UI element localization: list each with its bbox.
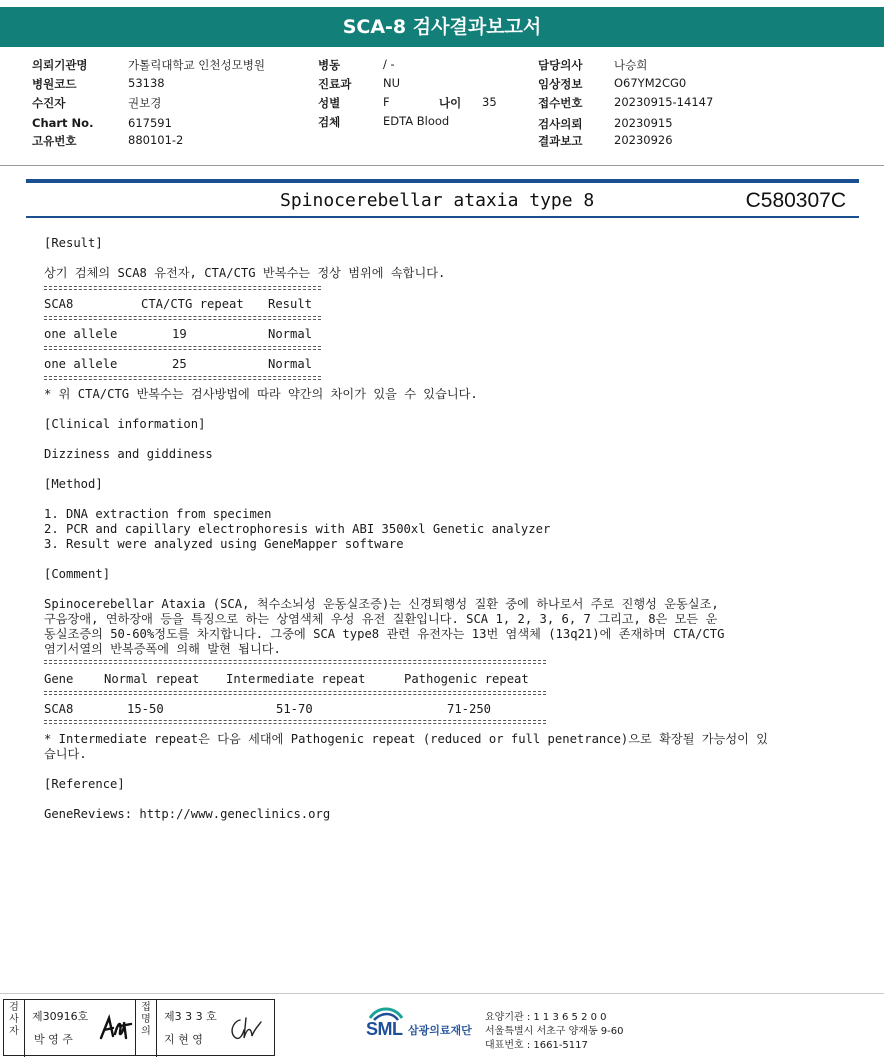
reference-text: GeneReviews: http://www.geneclinics.org [44,807,331,821]
department-label: 진료과 [318,77,352,91]
repeat-table-rule-header-2 [44,694,546,695]
result-table-rule-header-2 [44,319,321,320]
repeat-row-intermediate: 51-70 [276,702,313,716]
tester-name: 박 영 주 [34,1033,73,1046]
sex-label: 성별 [318,96,341,110]
comment-note-line-1: * Intermediate repeat은 다음 세대에 Pathogenic repeat (reduced or full penetrance)으로 확장될 가능성이 있 [44,732,769,746]
report-date-label: 결과보고 [538,134,583,148]
repeat-table-rule-bottom-2 [44,723,546,724]
reference-heading: [Reference] [44,777,125,791]
result-row-2-repeat: 25 [172,357,187,371]
result-table-rule-top [44,286,321,287]
result-table-rule-bottom [44,376,321,377]
org-code: 요양기관 : 1 1 3 6 5 2 0 0 [485,1012,607,1023]
request-date-value: 20230915 [614,116,673,130]
chart-no-label: Chart No. [32,116,94,130]
method-heading: [Method] [44,477,103,491]
repeat-table-rule-bottom [44,720,546,721]
test-code: C580307C [745,189,846,212]
signature-box [3,999,275,1056]
result-table-rule-mid-2 [44,349,321,350]
repeat-col-normal: Normal repeat [104,672,200,686]
comment-line-4: 염기서열의 반복증폭에 의해 발현 됩니다. [44,642,281,656]
sml-logo-text: SML [366,1019,403,1039]
repeat-col-intermediate: Intermediate repeat [226,672,366,686]
repeat-row-normal: 15-50 [127,702,164,716]
org-phone: 대표번호 : 1661-5117 [485,1040,588,1051]
result-col-result: Result [268,297,313,311]
approver-label: 접명의 [136,1000,157,1057]
result-table-rule-header [44,316,321,317]
comment-note-line-2: 습니다. [44,747,87,761]
comment-line-1: Spinocerebellar Ataxia (SCA, 척수소뇌성 운동실조증)는 신경퇴행성 질환 중에 하나로서 주로 진행성 운동실조, [44,597,719,611]
sex-value: F [383,95,390,109]
hospital-code-label: 병원코드 [32,77,77,91]
result-row-1-repeat: 19 [172,327,187,341]
comment-line-3: 동실조증의 50-60%정도를 차지합니다. 그중에 SCA type8 관련 유전자는 13번 염색체 (13q21)에 존재하며 CTA/CTG [44,627,725,641]
receipt-no-label: 접수번호 [538,96,583,110]
repeat-table-rule-header [44,691,546,692]
doctor-label: 담당의사 [538,58,583,72]
tester-signature [98,1012,134,1044]
report-title: SCA-8 검사결과보고서 [0,7,884,47]
specimen-value: EDTA Blood [383,114,450,128]
hospital-value: 가톨릭대학교 인천성모병원 [128,58,265,72]
patient-label: 수진자 [32,96,66,110]
receipt-no-value: 20230915-14147 [614,95,714,109]
result-col-gene: SCA8 [44,297,74,311]
doctor-value: 나승희 [614,58,648,72]
clinical-text: Dizziness and giddiness [44,447,213,461]
top-rule [26,179,859,183]
approver-signature [226,1012,266,1044]
chart-no-value: 617591 [128,116,172,130]
repeat-table-rule-top-2 [44,663,546,664]
ward-value: / - [383,57,395,71]
unique-no-label: 고유번호 [32,134,77,148]
clinical-heading: [Clinical information] [44,417,206,431]
ward-label: 병동 [318,58,341,72]
result-row-1-result: Normal [268,327,313,341]
result-row-2-result: Normal [268,357,313,371]
patient-value: 권보경 [128,96,162,110]
result-note: * 위 CTA/CTG 반복수는 검사방법에 따라 약간의 차이가 있을 수 있습니다. [44,387,478,401]
clinical-info-value: O67YM2CG0 [614,76,687,90]
comment-heading: [Comment] [44,567,111,581]
approver-license: 제3 3 3 호 [164,1010,217,1023]
comment-line-2: 구음장애, 연하장애 등을 특징으로 하는 상염색체 우성 유전 질환입니다. SCA 1, 2, 3, 6, 7 그리고, 8은 모든 운 [44,612,718,626]
repeat-col-pathogenic: Pathogenic repeat [404,672,529,686]
repeat-table-rule-top [44,660,546,661]
specimen-label: 검체 [318,115,341,129]
tester-label: 검사자 [4,1000,25,1057]
org-address: 서울특별시 서초구 양재동 9-60 [485,1026,624,1037]
result-heading: [Result] [44,236,103,250]
age-value: 35 [482,95,497,109]
repeat-col-gene: Gene [44,672,74,686]
method-item-2: 2. PCR and capillary electrophoresis with ABI 3500xl Genetic analyzer [44,522,551,536]
org-name: 삼광의료재단 [408,1024,472,1037]
result-row-2-allele: one allele [44,357,118,371]
result-table-rule-bottom-2 [44,379,321,380]
hospital-code-value: 53138 [128,76,165,90]
clinical-info-label: 임상정보 [538,77,583,91]
title-underline [26,216,859,218]
result-intro: 상기 검체의 SCA8 유전자, CTA/CTG 반복수는 정상 범위에 속합니다. [44,266,446,280]
footer-separator [0,993,884,994]
result-col-repeat: CTA/CTG repeat [141,297,244,311]
method-item-1: 1. DNA extraction from specimen [44,507,272,521]
department-value: NU [383,76,401,90]
report-date-value: 20230926 [614,133,673,147]
result-table-rule-top-2 [44,289,321,290]
test-name: Spinocerebellar ataxia type 8 [280,190,595,211]
age-label: 나이 [439,96,462,110]
unique-no-value: 880101-2 [128,133,184,147]
method-item-3: 3. Result were analyzed using GeneMapper software [44,537,404,551]
request-date-label: 검사의뢰 [538,117,583,131]
repeat-row-gene: SCA8 [44,702,74,716]
hospital-label: 의뢰기관명 [32,58,88,72]
result-table-rule-mid [44,346,321,347]
repeat-row-pathogenic: 71-250 [447,702,492,716]
approver-name: 지 현 영 [164,1033,203,1046]
result-row-1-allele: one allele [44,327,118,341]
header-separator [0,165,884,166]
tester-license: 제30916호 [32,1010,89,1023]
